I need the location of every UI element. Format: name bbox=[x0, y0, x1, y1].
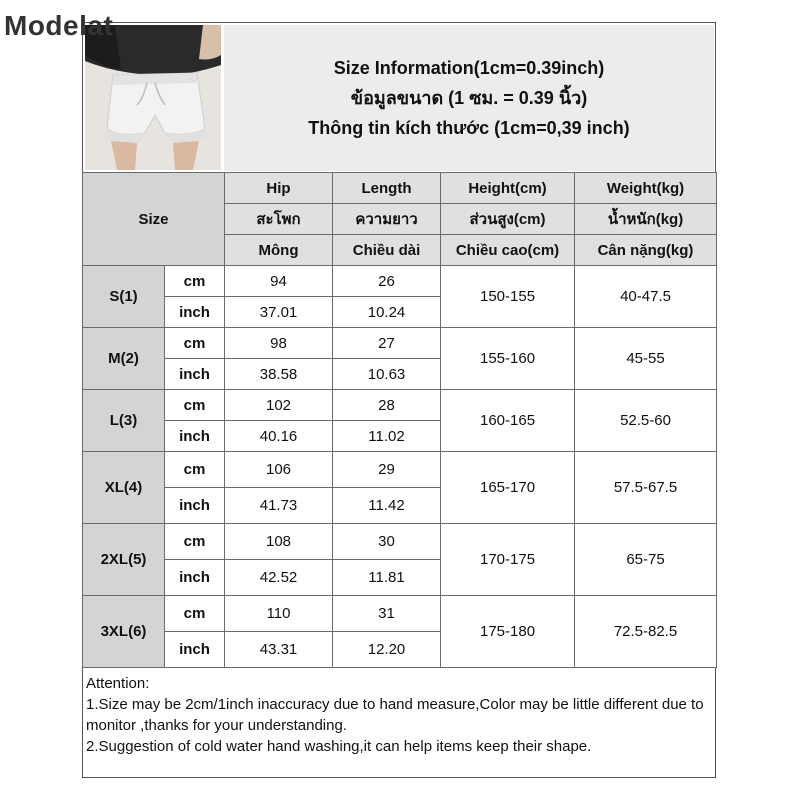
weight-range: 40-47.5 bbox=[575, 266, 717, 328]
size-label: L(3) bbox=[83, 390, 165, 452]
hip-cm: 94 bbox=[225, 266, 333, 297]
weight-range: 65-75 bbox=[575, 524, 717, 596]
weight-range: 57.5-67.5 bbox=[575, 452, 717, 524]
hip-cm: 106 bbox=[225, 452, 333, 488]
size-information-header bbox=[224, 25, 714, 171]
attention-title: Attention: bbox=[86, 675, 150, 692]
size-table bbox=[82, 172, 717, 668]
unit-inch: inch bbox=[165, 359, 225, 390]
header-vietnamese: Thông tin kích thước (1cm=0,39 inch) bbox=[308, 118, 630, 138]
length-inch: 10.63 bbox=[333, 359, 441, 390]
height-range: 150-155 bbox=[441, 266, 575, 328]
height-range: 155-160 bbox=[441, 328, 575, 390]
unit-cm: cm bbox=[165, 390, 225, 421]
size-label: XL(4) bbox=[83, 452, 165, 524]
unit-inch: inch bbox=[165, 632, 225, 668]
length-cm: 29 bbox=[333, 452, 441, 488]
height-range: 175-180 bbox=[441, 596, 575, 668]
hip-cm: 108 bbox=[225, 524, 333, 560]
height-range: 160-165 bbox=[441, 390, 575, 452]
height-range: 165-170 bbox=[441, 452, 575, 524]
hip-inch: 38.58 bbox=[225, 359, 333, 390]
hip-inch: 41.73 bbox=[225, 488, 333, 524]
weight-range: 45-55 bbox=[575, 328, 717, 390]
attention-note-2: 2.Suggestion of cold water hand washing,it can help items keep their shape. bbox=[86, 738, 592, 755]
product-photo bbox=[85, 25, 221, 170]
unit-cm: cm bbox=[165, 328, 225, 359]
hip-inch: 43.31 bbox=[225, 632, 333, 668]
header-thai: ข้อมูลขนาด (1 ซม. = 0.39 นิ้ว) bbox=[350, 88, 588, 108]
length-cm: 27 bbox=[333, 328, 441, 359]
col-hip-vi: Mông bbox=[225, 235, 333, 266]
unit-cm: cm bbox=[165, 524, 225, 560]
size-title-cell: Size bbox=[83, 173, 225, 266]
shorts-photo-illustration bbox=[85, 25, 221, 170]
size-label: 3XL(6) bbox=[83, 596, 165, 668]
unit-inch: inch bbox=[165, 297, 225, 328]
height-range: 170-175 bbox=[441, 524, 575, 596]
length-inch: 11.02 bbox=[333, 421, 441, 452]
unit-inch: inch bbox=[165, 421, 225, 452]
length-cm: 28 bbox=[333, 390, 441, 421]
length-inch: 12.20 bbox=[333, 632, 441, 668]
col-height-th: ส่วนสูง(cm) bbox=[441, 204, 575, 235]
col-length-th: ความยาว bbox=[333, 204, 441, 235]
watermark-logo: Modelat bbox=[4, 10, 114, 41]
hip-cm: 110 bbox=[225, 596, 333, 632]
col-hip-th: สะโพก bbox=[225, 204, 333, 235]
size-label: S(1) bbox=[83, 266, 165, 328]
size-label: 2XL(5) bbox=[83, 524, 165, 596]
length-inch: 11.42 bbox=[333, 488, 441, 524]
unit-cm: cm bbox=[165, 452, 225, 488]
hip-cm: 98 bbox=[225, 328, 333, 359]
col-weight-vi: Cân nặng(kg) bbox=[575, 235, 717, 266]
hip-cm: 102 bbox=[225, 390, 333, 421]
col-hip-en: Hip bbox=[225, 173, 333, 204]
weight-range: 52.5-60 bbox=[575, 390, 717, 452]
attention-note-1: 1.Size may be 2cm/1inch inaccuracy due to hand measure,Color may be little different due to monitor ,thanks for your understanding. bbox=[86, 696, 704, 734]
unit-cm: cm bbox=[165, 266, 225, 297]
hip-inch: 40.16 bbox=[225, 421, 333, 452]
length-cm: 26 bbox=[333, 266, 441, 297]
col-weight-th: น้ำหนัก(kg) bbox=[575, 204, 717, 235]
attention-notes bbox=[86, 673, 712, 757]
header-english: Size Information(1cm=0.39inch) bbox=[333, 58, 605, 78]
length-cm: 30 bbox=[333, 524, 441, 560]
weight-range: 72.5-82.5 bbox=[575, 596, 717, 668]
col-length-en: Length bbox=[333, 173, 441, 204]
col-weight-en: Weight(kg) bbox=[575, 173, 717, 204]
col-height-en: Height(cm) bbox=[441, 173, 575, 204]
hip-inch: 42.52 bbox=[225, 560, 333, 596]
hip-inch: 37.01 bbox=[225, 297, 333, 328]
col-height-vi: Chiều cao(cm) bbox=[441, 235, 575, 266]
unit-inch: inch bbox=[165, 560, 225, 596]
col-length-vi: Chiều dài bbox=[333, 235, 441, 266]
length-inch: 10.24 bbox=[333, 297, 441, 328]
size-label: M(2) bbox=[83, 328, 165, 390]
length-cm: 31 bbox=[333, 596, 441, 632]
unit-inch: inch bbox=[165, 488, 225, 524]
length-inch: 11.81 bbox=[333, 560, 441, 596]
unit-cm: cm bbox=[165, 596, 225, 632]
